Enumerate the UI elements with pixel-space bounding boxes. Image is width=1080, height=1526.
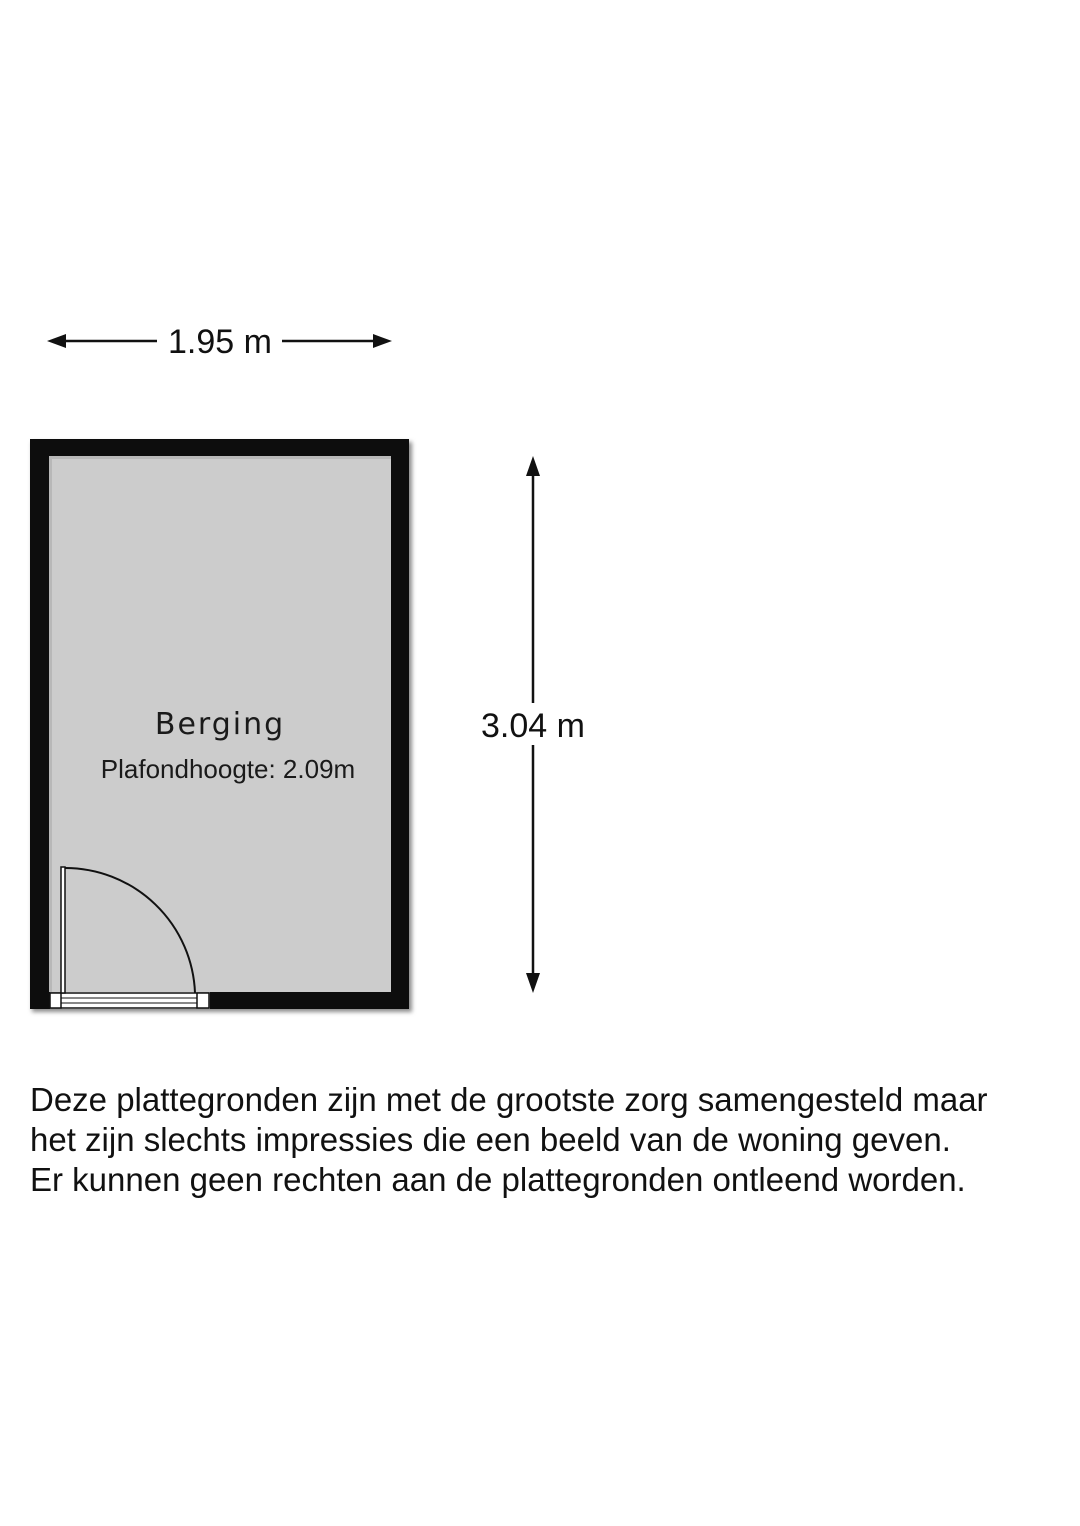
disclaimer-line-2: het zijn slechts impressies die een beeld van de woning geven. <box>30 1121 951 1158</box>
floor-inner-edge-left <box>49 456 52 992</box>
door-leaf <box>61 867 65 993</box>
disclaimer-line-1: Deze plattegronden zijn met de grootste zorg samengesteld maar <box>30 1081 988 1118</box>
width-arrow-left-icon <box>47 334 66 348</box>
depth-dimension-label: 3.04 m <box>481 707 585 745</box>
disclaimer-text <box>30 1080 1070 1200</box>
room-ceiling-height: Plafondhoogte: 2.09m <box>100 754 356 784</box>
width-arrow-right-icon <box>373 334 392 348</box>
floor-inner-edge <box>49 456 391 459</box>
depth-arrow-bottom-icon <box>526 973 540 993</box>
disclaimer-line-3: Er kunnen geen rechten aan de plattegronden ontleend worden. <box>30 1161 966 1198</box>
door-jamb-left <box>50 993 61 1008</box>
depth-dimension <box>481 456 585 993</box>
room-name: Berging <box>154 707 286 742</box>
width-dimension-label: 1.95 m <box>168 323 272 361</box>
room-berging <box>30 439 412 1012</box>
door-frame <box>50 993 209 1008</box>
width-dimension <box>47 323 392 361</box>
door-jamb-right <box>197 993 209 1008</box>
